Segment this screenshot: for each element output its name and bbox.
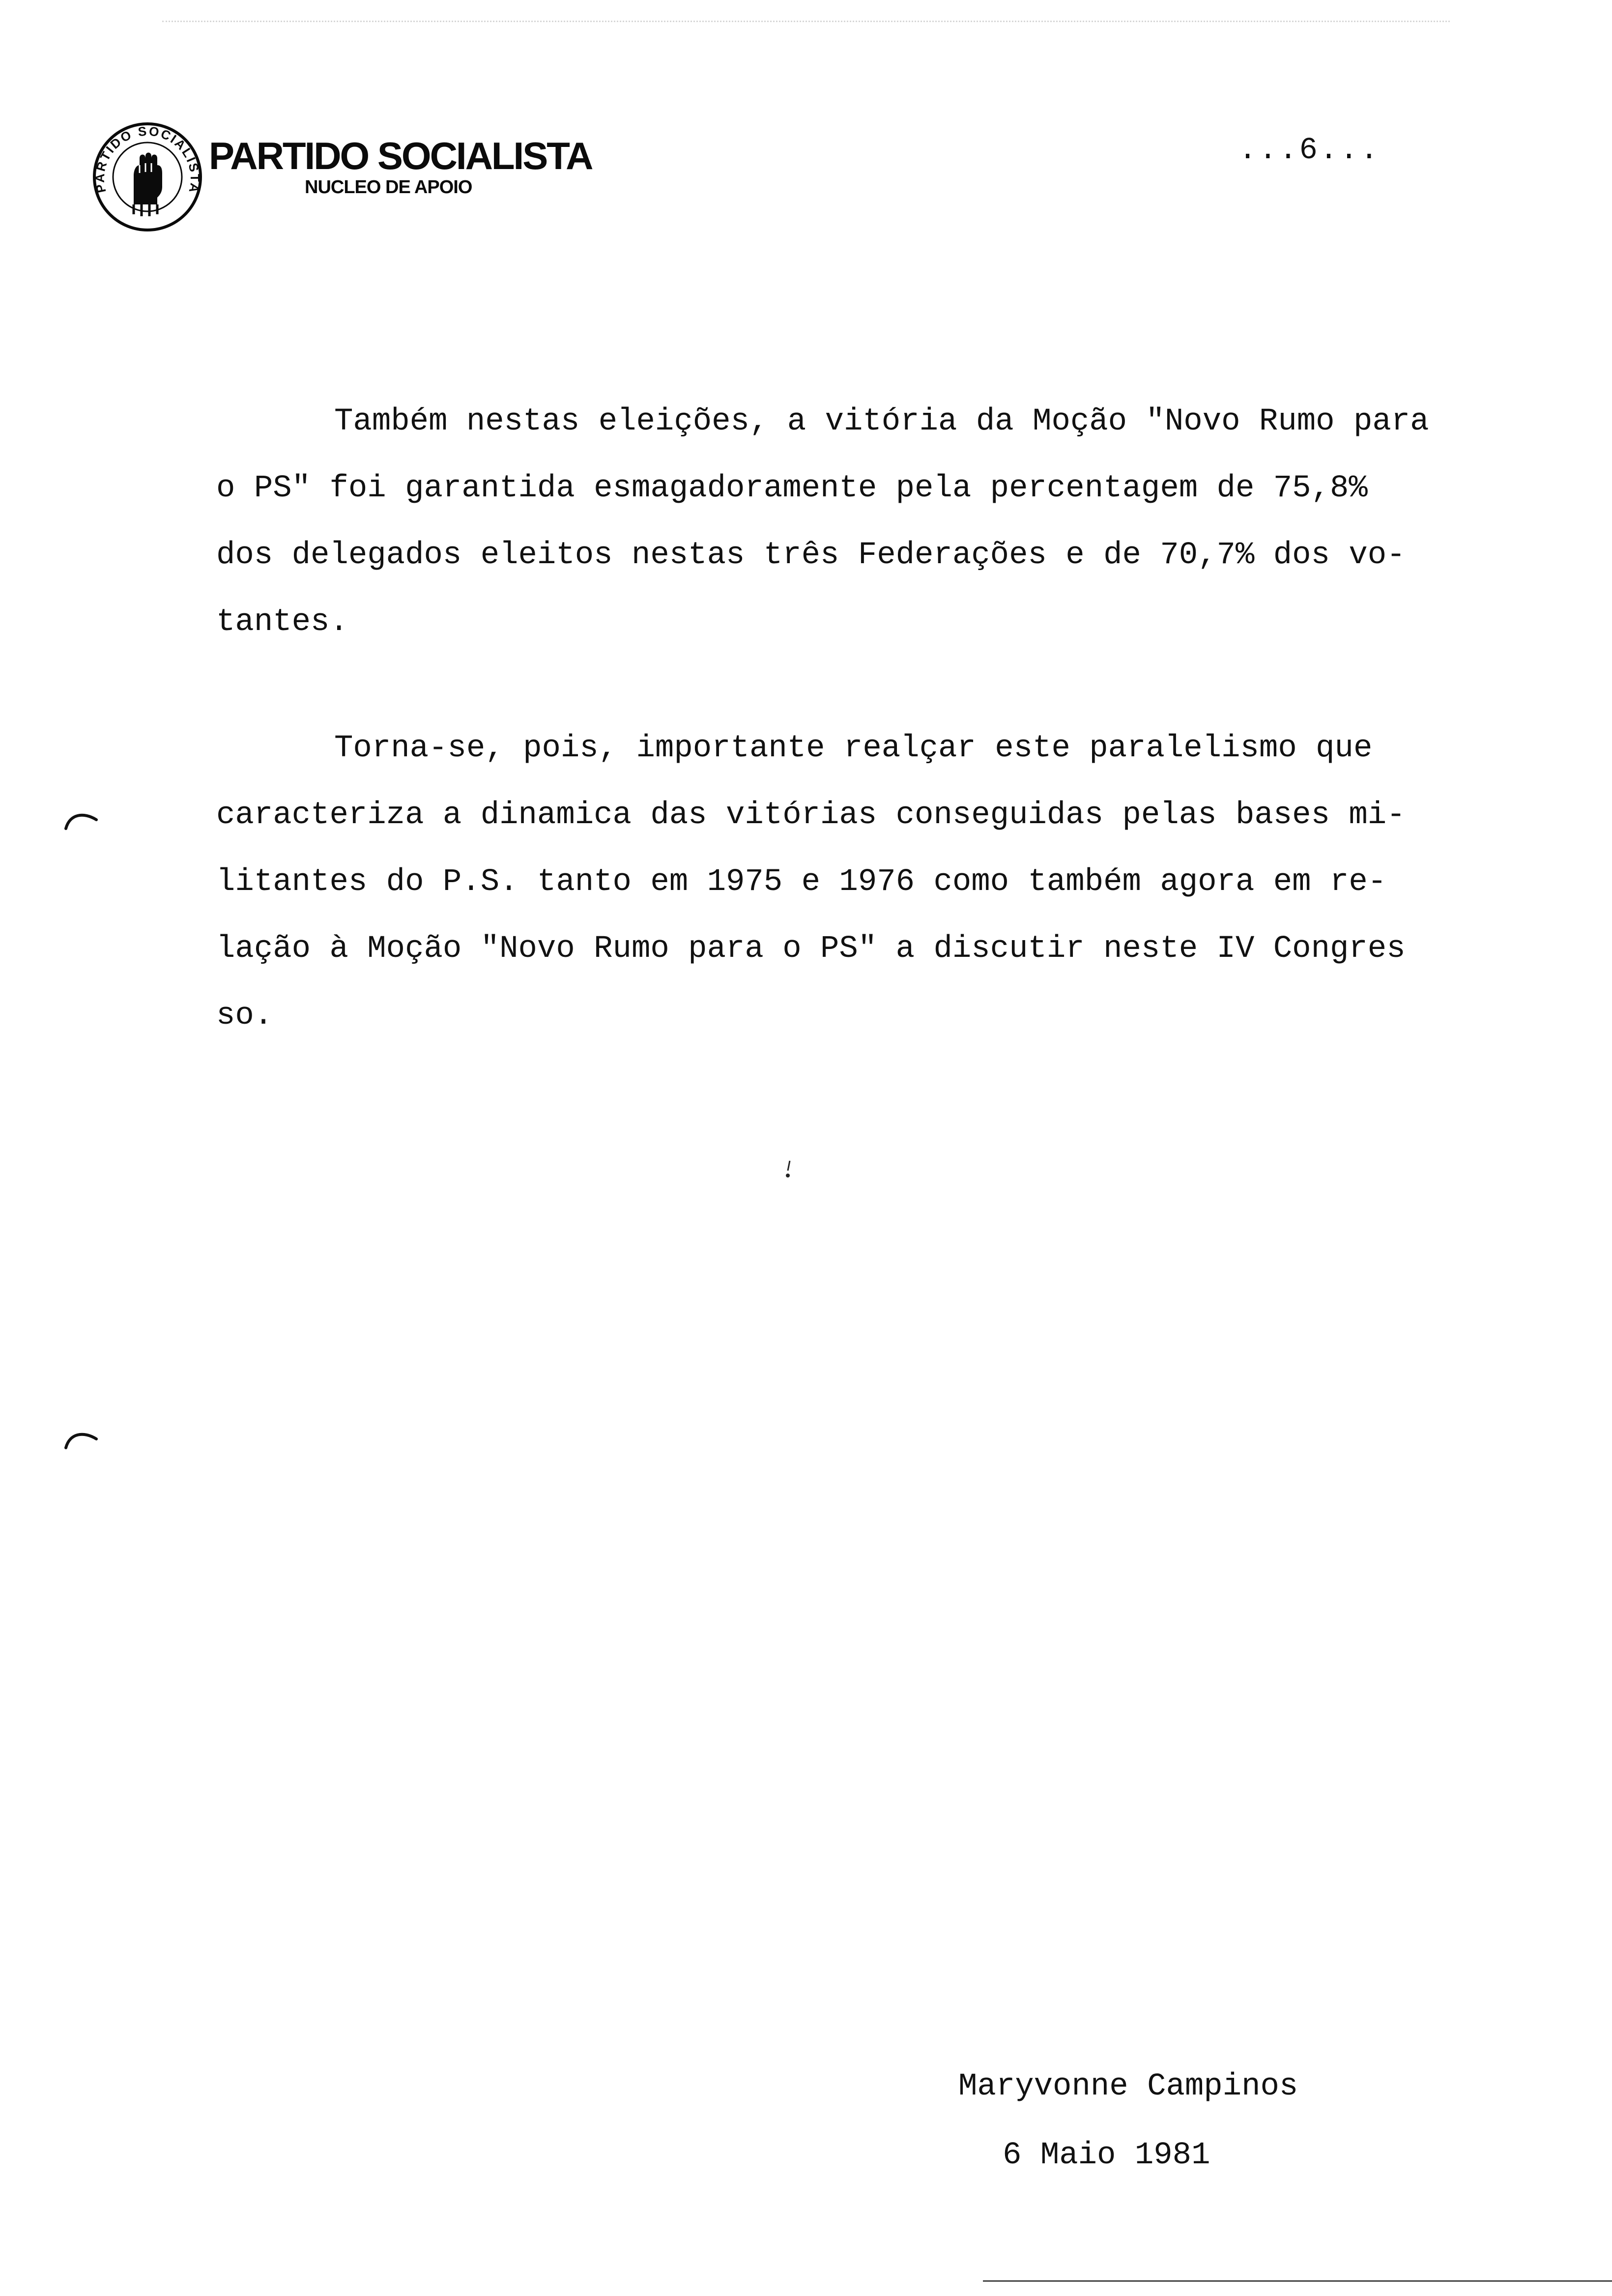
punch-hole-mark-upper (64, 811, 98, 831)
party-name: PARTIDO SOCIALISTA (209, 134, 592, 177)
stray-ink-mark (785, 1160, 792, 1179)
text-line: caracteriza a dinamica das vitórias conseguidas pelas bases mi- (216, 798, 1406, 833)
scan-bottom-edge (983, 2280, 1612, 2282)
letterhead (88, 118, 629, 236)
party-subtitle: NUCLEO DE APOIO (305, 177, 472, 198)
text-line: Torna-se, pois, importante realçar este paralelismo que (334, 731, 1373, 766)
text-line: so. (216, 998, 273, 1033)
paragraph-2 (216, 715, 1504, 1049)
raised-fist-icon (134, 153, 162, 217)
text-line: dos delegados eleitos nestas três Federações e de 70,7% dos vo- (216, 538, 1406, 573)
signature-date: 6 Maio 1981 (1003, 2138, 1210, 2173)
text-line: litantes do P.S. tanto em 1975 e 1976 como também agora em re- (216, 864, 1387, 900)
page-number: ...6... (1238, 133, 1381, 168)
text-line: tantes. (216, 604, 348, 640)
logo-ring-text: PARTIDO SOCIALISTA (92, 123, 203, 196)
text-line: Também nestas eleições, a vitória da Moção "Novo Rumo para (334, 404, 1429, 439)
signature-name: Maryvonne Campinos (958, 2069, 1298, 2104)
party-logo (88, 118, 206, 236)
punch-hole-mark-lower (64, 1430, 98, 1450)
paragraph-1 (216, 388, 1504, 656)
text-line: o PS" foi garantida esmagadoramente pela percentagem de 75,8% (216, 471, 1368, 506)
text-line: lação à Moção "Novo Rumo para o PS" a discutir neste IV Congres (216, 931, 1406, 967)
scan-top-edge (162, 21, 1450, 22)
